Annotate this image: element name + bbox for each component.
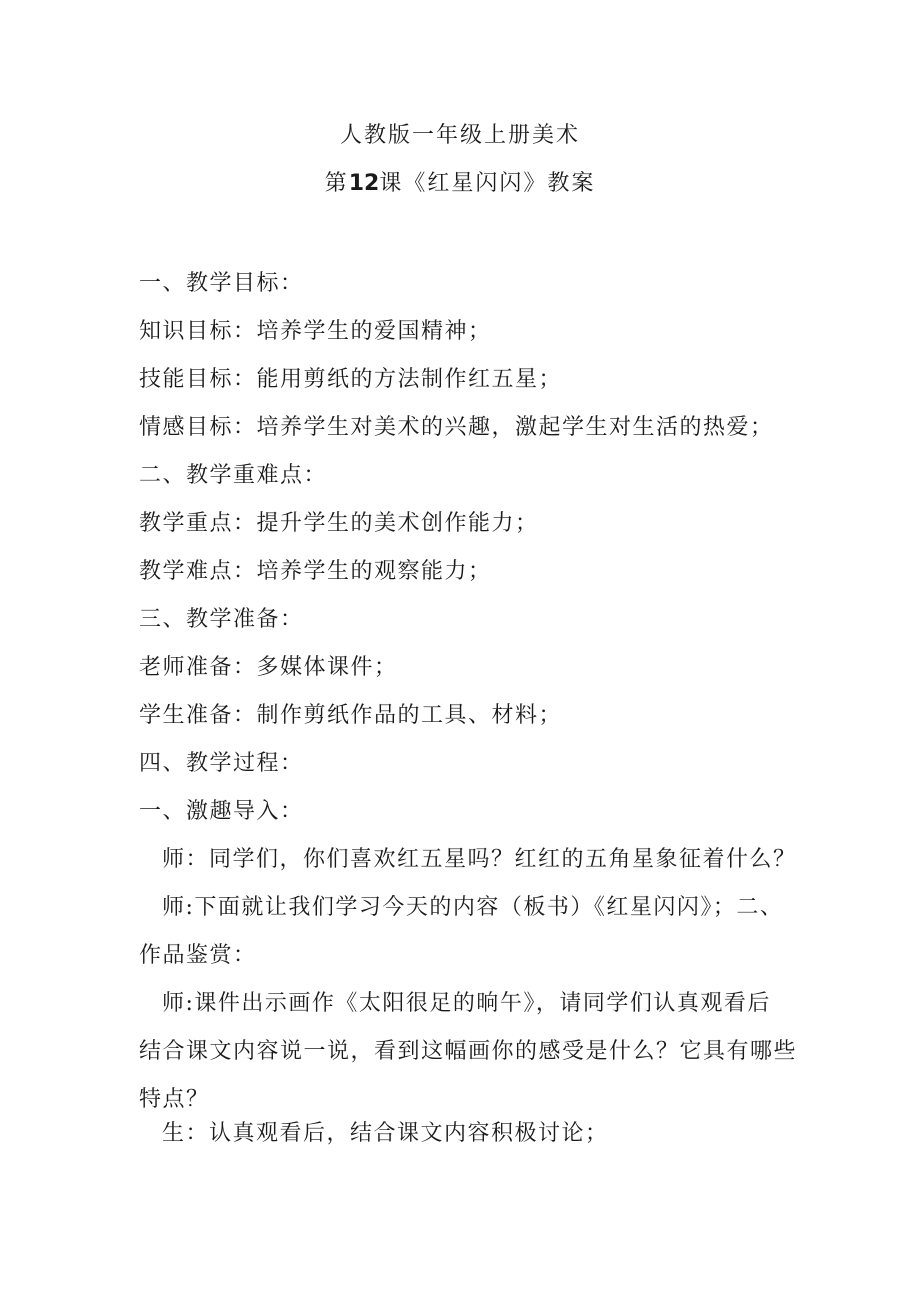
paragraph-knowledge-goal: 知识目标：培养学生的爱国精神；	[139, 319, 492, 344]
paragraph-teacher-show-end: 特点？	[139, 1087, 210, 1112]
document-subtitle	[0, 166, 920, 197]
paragraph-difficult-point: 教学难点：培养学生的观察能力；	[139, 559, 492, 584]
paragraph-skill-goal: 技能目标：能用剪纸的方法制作红五星；	[139, 367, 563, 392]
paragraph-emotion-goal: 情感目标：培养学生对美术的兴趣，激起学生对生活的热爱；	[139, 415, 774, 440]
paragraph-appreciation-heading: 作品鉴赏：	[139, 943, 257, 968]
subtitle-suffix: 课《红星闪闪》教案	[379, 171, 596, 196]
paragraph-teacher-show-cont: 结合课文内容说一说，看到这幅画你的感受是什么？它具有哪些	[139, 1039, 798, 1064]
section-heading-objectives: 一、教学目标：	[139, 271, 304, 296]
paragraph-student-discuss: 生：认真观看后，结合课文内容积极讨论；	[162, 1121, 609, 1146]
document-title: 人教版一年级上册美术	[339, 123, 580, 148]
subtitle-prefix: 第	[324, 171, 349, 196]
paragraph-teacher-intro: 师:下面就让我们学习今天的内容（板书）《红星闪闪》；二、	[162, 895, 784, 920]
paragraph-teacher-prep: 老师准备：多媒体课件；	[139, 655, 398, 680]
paragraph-teacher-question: 师：同学们，你们喜欢红五星吗？红红的五角星象征着什么？	[162, 847, 797, 872]
paragraph-key-point: 教学重点：提升学生的美术创作能力；	[139, 511, 539, 536]
subsection-heading-intro: 一、激趣导入：	[139, 799, 304, 824]
paragraph-student-prep: 学生准备：制作剪纸作品的工具、材料；	[139, 703, 563, 728]
section-heading-preparation: 三、教学准备：	[139, 607, 304, 632]
section-heading-key-points: 二、教学重难点：	[139, 463, 328, 488]
paragraph-teacher-show: 师:课件出示画作《太阳很足的晌午》，请同学们认真观看后	[162, 991, 771, 1016]
lesson-number: 12	[348, 171, 380, 196]
section-heading-process: 四、教学过程：	[139, 751, 304, 776]
